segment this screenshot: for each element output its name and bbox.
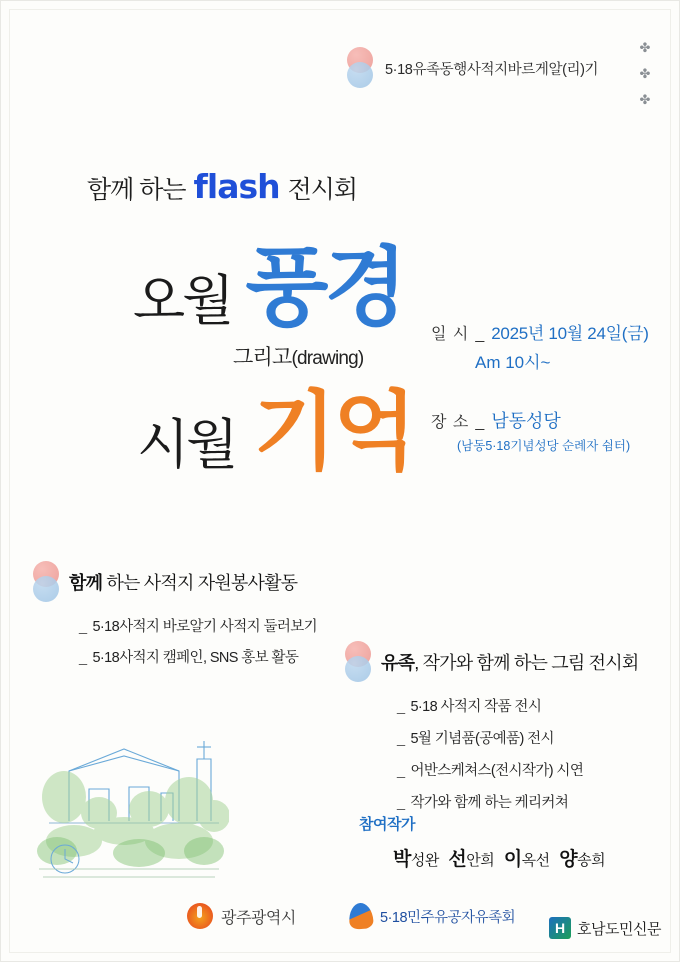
subtitle-post: 전시회 bbox=[287, 176, 358, 204]
poster-header bbox=[341, 47, 598, 89]
press-name: 호남도민신문 bbox=[577, 920, 661, 938]
artist-given: 옥선 bbox=[521, 852, 550, 869]
subtitle-flash: flash bbox=[193, 167, 280, 206]
event-place-row bbox=[431, 407, 649, 433]
dash-icon: _ bbox=[79, 650, 87, 666]
gwangju-logo-label: 광주광역시 bbox=[221, 909, 296, 927]
artist-given: 안희 bbox=[466, 852, 495, 869]
list-item-label: 작가와 함께 하는 케리커쳐 bbox=[410, 795, 569, 811]
poster-footer bbox=[1, 897, 680, 963]
title-line1-right: 풍경 bbox=[245, 240, 404, 336]
artist-surname: 양 bbox=[559, 849, 578, 870]
dash-icon: _ bbox=[397, 763, 405, 779]
event-place-label: 장 소 bbox=[431, 414, 470, 431]
event-place-underscore: _ bbox=[475, 414, 486, 431]
flame-icon bbox=[348, 902, 374, 930]
list-item bbox=[397, 759, 638, 780]
dot-blue-icon bbox=[347, 62, 373, 88]
section-volunteer-title-rest: 하는 사적지 자원봉사활동 bbox=[102, 573, 298, 593]
event-time-value: Am 10시~ bbox=[475, 353, 551, 372]
section-exhibition-heading bbox=[339, 641, 638, 683]
gwangju-logo bbox=[187, 903, 296, 929]
section-volunteer bbox=[27, 561, 317, 677]
ornament-icon-1: ✤ bbox=[639, 40, 651, 55]
header-title: 5·18유족동행사적지바르게알(리)기 bbox=[385, 61, 599, 78]
dash-icon: _ bbox=[397, 699, 405, 715]
dash-icon: _ bbox=[79, 619, 87, 635]
list-item-label: 어반스케쳐스(전시작가) 시연 bbox=[410, 763, 584, 779]
dot-blue-icon bbox=[33, 576, 59, 602]
list-item-label: 5·18사적지 캠페인, SNS 홍보 활동 bbox=[92, 650, 299, 666]
dash-icon: _ bbox=[397, 795, 405, 811]
title-line-2 bbox=[137, 384, 414, 480]
artists-block bbox=[359, 813, 605, 871]
section-volunteer-heading bbox=[27, 561, 317, 603]
ornament-column bbox=[633, 35, 657, 113]
title-line-1 bbox=[133, 240, 404, 336]
section-exhibition-title bbox=[381, 649, 638, 675]
artist-surname: 이 bbox=[503, 849, 522, 870]
list-item-label: 5·18사적지 바로알기 사적지 둘러보기 bbox=[92, 619, 318, 635]
event-date-underscore: _ bbox=[475, 326, 486, 343]
section-exhibition bbox=[339, 641, 638, 823]
artist-given: 성완 bbox=[410, 852, 439, 869]
event-info bbox=[431, 319, 649, 454]
artist-surname: 박 bbox=[393, 849, 411, 870]
list-item-label: 5·18 사적지 작품 전시 bbox=[410, 699, 542, 715]
title-middle-en: (drawing) bbox=[291, 348, 364, 369]
list-item bbox=[397, 791, 638, 812]
section-volunteer-title bbox=[69, 569, 297, 595]
section-volunteer-title-bold: 함께 bbox=[69, 573, 103, 593]
subtitle-line bbox=[87, 167, 357, 206]
event-place-block bbox=[431, 407, 649, 454]
dash-icon: _ bbox=[397, 731, 405, 747]
section-volunteer-list bbox=[79, 615, 317, 667]
section-exhibition-title-rest: , 작가와 함께 하는 그림 전시회 bbox=[414, 653, 639, 673]
dot-pair-icon bbox=[339, 641, 379, 683]
event-place-value: 남동성당 bbox=[491, 411, 561, 431]
dot-pair-icon bbox=[27, 561, 67, 603]
section-exhibition-title-bold: 유족 bbox=[381, 653, 415, 673]
church-illustration bbox=[29, 701, 229, 891]
section-exhibition-list bbox=[397, 695, 638, 812]
bereaved-association-logo bbox=[349, 903, 515, 929]
title-line1-left: 오월 bbox=[133, 271, 232, 332]
press-watermark bbox=[549, 917, 661, 939]
title-line2-right: 기억 bbox=[253, 384, 414, 480]
artist-surname: 선 bbox=[448, 849, 467, 870]
gwangju-mark-icon bbox=[187, 903, 213, 929]
artist-given: 송희 bbox=[577, 852, 606, 869]
list-item bbox=[397, 695, 638, 716]
event-date-value: 2025년 10월 24일(금) bbox=[491, 324, 649, 343]
title-middle-note bbox=[233, 341, 363, 371]
list-item bbox=[79, 646, 317, 667]
subtitle-pre: 함께 하는 bbox=[87, 176, 186, 204]
artists-names bbox=[393, 844, 605, 871]
title-middle-ko: 그리고 bbox=[233, 346, 292, 369]
title-line2-left: 시월 bbox=[137, 415, 236, 476]
press-mark-icon: H bbox=[549, 917, 571, 939]
list-item-label: 5월 기념품(공예품) 전시 bbox=[410, 731, 554, 747]
event-date-label: 일 시 bbox=[431, 326, 470, 343]
list-item bbox=[79, 615, 317, 636]
dot-blue-icon bbox=[345, 656, 371, 682]
event-place-sub: (남동5·18기념성당 순례자 쉼터) bbox=[457, 439, 631, 453]
bereaved-association-label: 5·18민주유공자유족회 bbox=[380, 909, 516, 926]
list-item bbox=[397, 727, 638, 748]
ornament-icon-2: ✤ bbox=[639, 66, 651, 81]
event-date-row bbox=[431, 319, 649, 344]
dot-pair-icon bbox=[341, 47, 381, 89]
artists-label: 참여작가 bbox=[359, 816, 415, 833]
ornament-icon-3: ✤ bbox=[639, 92, 651, 107]
